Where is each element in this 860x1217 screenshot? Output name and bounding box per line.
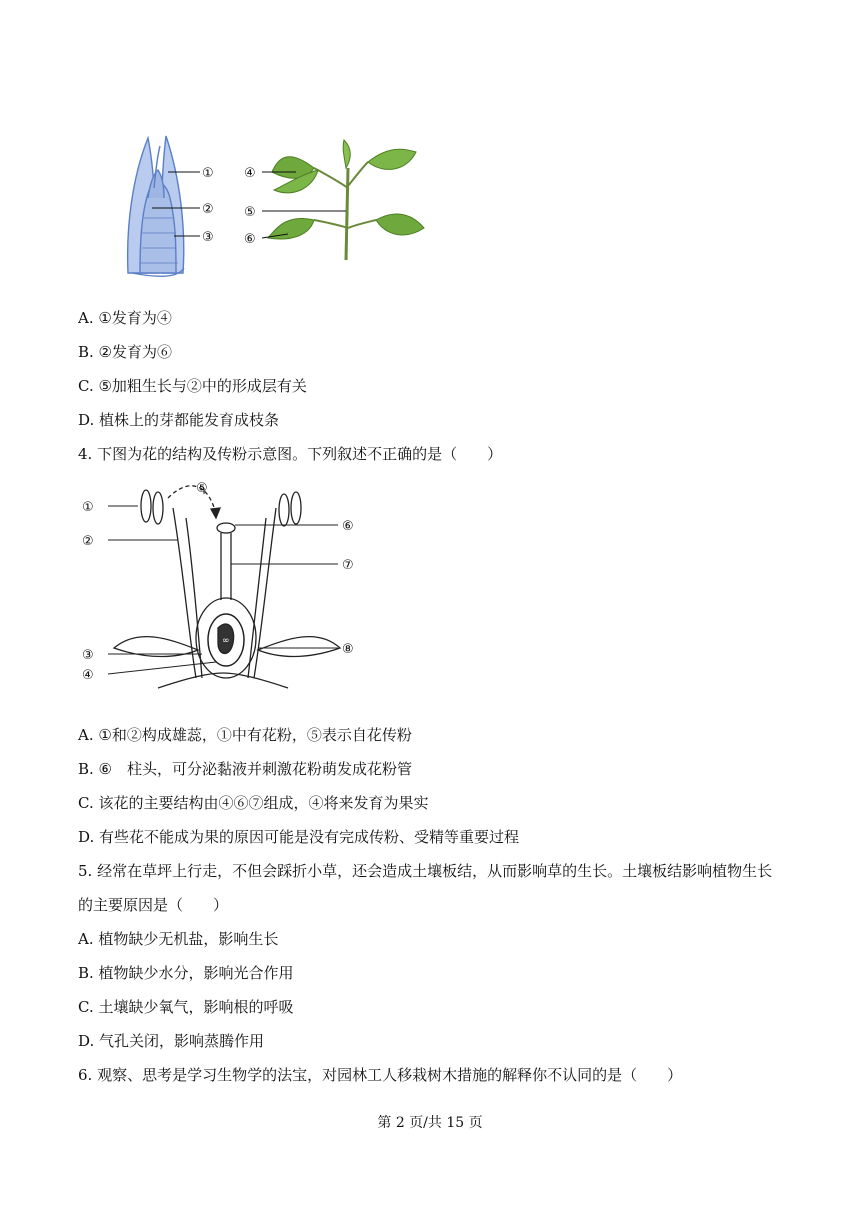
- q5-stem-line1: 5. 经常在草坪上行走，不但会踩折小草，还会造成土壤板结，从而影响草的生长。土壤板结影响植物生长: [78, 862, 773, 880]
- left-anther-1: [141, 490, 151, 522]
- flower-label-1: ①: [82, 500, 94, 515]
- branch-label-4: ④: [244, 166, 256, 181]
- flower-structure-figure: [78, 478, 368, 703]
- pollination-arrow: [168, 486, 216, 514]
- left-filament-1: [173, 508, 196, 678]
- receptacle: [158, 673, 288, 688]
- q6-stem: 6. 观察、思考是学习生物学的法宝，对园林工人移栽树木措施的解释你不认同的是（ ）: [78, 1066, 683, 1084]
- bud-labels: [202, 166, 214, 245]
- branch-drawing: [268, 140, 424, 260]
- flower-label-7: ⑦: [342, 558, 354, 573]
- q5-stem-line2: 的主要原因是（ ）: [78, 896, 229, 914]
- q5-option-d: D. 气孔关闭，影响蒸腾作用: [78, 1032, 265, 1050]
- svg-text:∞: ∞: [222, 636, 230, 646]
- q3-option-c: C. ⑤加粗生长与②中的形成层有关: [78, 377, 307, 395]
- q4-option-b: B. ⑥ 柱头，可分泌黏液并刺激花粉萌发成花粉管: [78, 760, 413, 778]
- bud-label-3: ③: [202, 230, 214, 245]
- stigma: [217, 523, 235, 533]
- bud-drawing: [128, 136, 184, 276]
- q5-option-a: A. 植物缺少无机盐，影响生长: [78, 930, 279, 948]
- q4-option-d: D. 有些花不能成为果的原因可能是没有完成传粉、受精等重要过程: [78, 828, 520, 846]
- branch-labels: [244, 166, 256, 247]
- flower-label-3: ③: [82, 648, 94, 663]
- flower-label-8: ⑧: [342, 642, 354, 657]
- q4-stem: 4. 下图为花的结构及传粉示意图。下列叙述不正确的是（ ）: [78, 445, 503, 463]
- q3-option-b: B. ②发育为⑥: [78, 343, 173, 361]
- right-anther-1: [279, 494, 289, 526]
- q5-option-b: B. 植物缺少水分，影响光合作用: [78, 964, 294, 982]
- q5-option-c: C. 土壤缺少氧气，影响根的呼吸: [78, 998, 294, 1016]
- flower-label-4: ④: [82, 668, 94, 683]
- bud-and-branch-figure: [118, 128, 438, 278]
- q3-option-d: D. 植株上的芽都能发育成枝条: [78, 411, 280, 429]
- flower-label-6: ⑥: [342, 519, 354, 534]
- q4-option-a: A. ①和②构成雄蕊，①中有花粉，⑤表示自花传粉: [78, 726, 412, 744]
- style: [221, 533, 231, 600]
- right-anther-2: [291, 492, 301, 524]
- bud-label-1: ①: [202, 166, 214, 181]
- branch-label-5: ⑤: [244, 205, 256, 220]
- bud-label-2: ②: [202, 202, 214, 217]
- flower-label-5: ⑤: [196, 481, 208, 496]
- q4-option-c: C. 该花的主要结构由④⑥⑦组成，④将来发育为果实: [78, 794, 429, 812]
- right-petal: [258, 637, 340, 657]
- left-anther-2: [153, 492, 163, 524]
- q3-option-a: A. ①发育为④: [78, 309, 172, 327]
- page-footer: 第 2 页/共 15 页: [377, 1115, 483, 1131]
- flower-label-2: ②: [82, 534, 94, 549]
- branch-label-6: ⑥: [244, 232, 256, 247]
